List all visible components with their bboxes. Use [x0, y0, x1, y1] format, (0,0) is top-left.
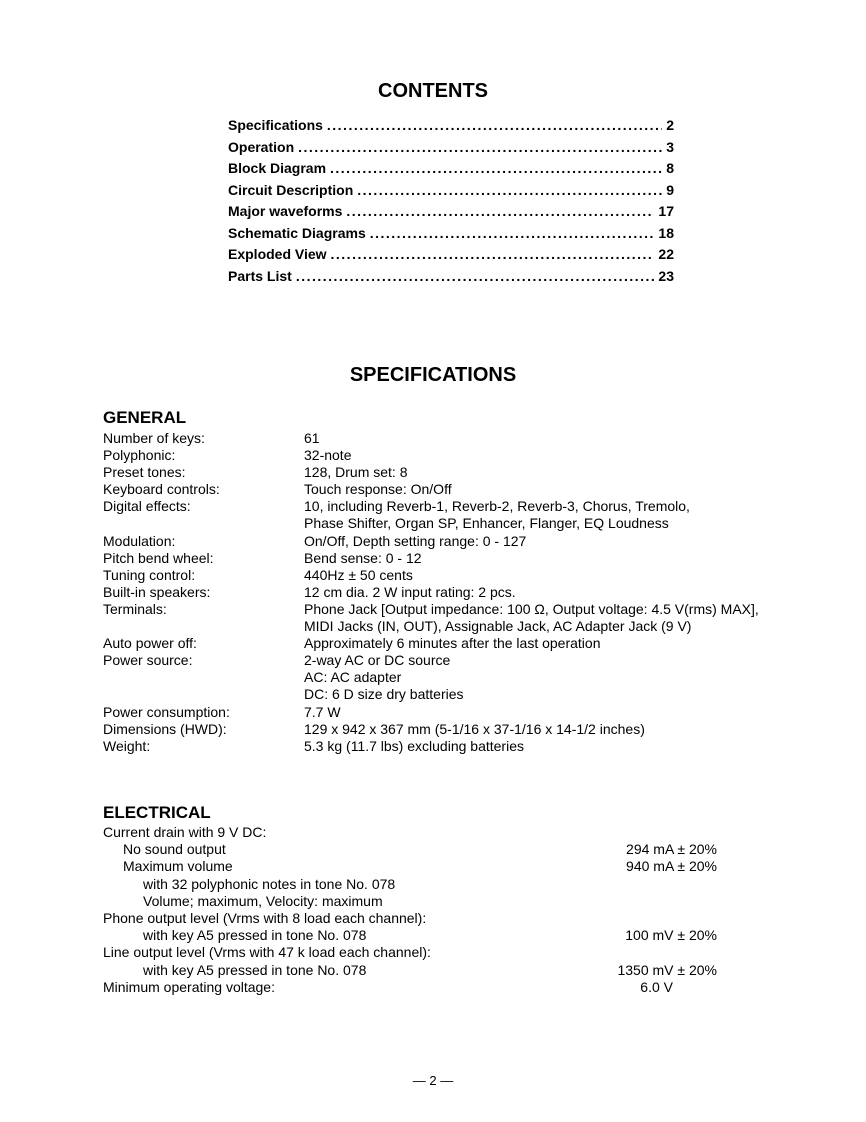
spec-row — [103, 430, 803, 447]
toc-item-label: Specifications — [228, 117, 323, 133]
electrical-row-text: Phone output level (Vrms with 8 load each channel): — [103, 909, 427, 926]
electrical-heading: ELECTRICAL — [103, 803, 211, 822]
toc-item — [228, 246, 674, 268]
electrical-row-text: Current drain with 9 V DC: — [103, 824, 267, 840]
spec-value — [304, 498, 803, 532]
toc-item-page: 17 — [658, 203, 674, 219]
spec-row — [103, 738, 803, 755]
electrical-row — [103, 824, 723, 841]
toc-item-label: Exploded View — [228, 246, 327, 262]
toc-leader-dots — [370, 225, 655, 241]
spec-row — [103, 550, 803, 567]
electrical-row-value: 1350 mV ± 20% — [617, 961, 717, 978]
spec-value-line: 10, including Reverb-1, Reverb-2, Reverb-3, Chorus, Tremolo, — [304, 498, 690, 515]
toc-item-page: 23 — [658, 267, 674, 284]
toc-item-label: Parts List — [228, 267, 292, 284]
electrical-spec-table — [103, 824, 723, 996]
spec-value-line: 5.3 kg (11.7 lbs) excluding batteries — [304, 737, 524, 754]
electrical-row — [103, 876, 723, 893]
spec-row — [103, 481, 803, 498]
toc-item — [228, 182, 674, 204]
toc-leader-dots — [357, 182, 662, 198]
spec-value — [304, 584, 803, 601]
spec-value-line: 2-way AC or DC source — [304, 652, 451, 669]
general-heading: GENERAL — [103, 408, 187, 427]
electrical-row-value: 294 mA ± 20% — [626, 841, 717, 858]
toc-leader-dots — [330, 160, 662, 176]
electrical-row — [103, 910, 723, 927]
spec-value — [304, 721, 803, 738]
spec-label: Digital effects: — [103, 498, 191, 515]
toc-item-page: 18 — [658, 224, 674, 241]
toc-leader-dots — [296, 268, 655, 284]
spec-value — [304, 704, 803, 721]
spec-value — [304, 567, 803, 584]
spec-value — [304, 601, 803, 635]
spec-row — [103, 447, 803, 464]
electrical-row — [103, 962, 723, 979]
electrical-row — [103, 944, 723, 961]
spec-value-line: Phase Shifter, Organ SP, Enhancer, Flanger, EQ Loudness — [304, 515, 669, 532]
toc-item — [228, 160, 674, 182]
spec-value-line: Approximately 6 minutes after the last operation — [304, 635, 601, 652]
toc-item — [228, 139, 674, 161]
spec-row — [103, 721, 803, 738]
spec-value-line: On/Off, Depth setting range: 0 - 127 — [304, 532, 527, 549]
spec-label: Terminals: — [103, 600, 167, 617]
spec-value-line: Touch response: On/Off — [304, 481, 452, 498]
table-of-contents — [228, 117, 674, 289]
toc-item — [228, 203, 674, 225]
spec-label: Auto power off: — [103, 635, 197, 652]
spec-value — [304, 550, 803, 567]
spec-value — [304, 738, 803, 755]
spec-label: Built-in speakers: — [103, 583, 211, 600]
electrical-row — [103, 858, 723, 875]
general-spec-table — [103, 430, 803, 755]
electrical-row-text: with 32 polyphonic notes in tone No. 078 — [143, 875, 396, 892]
toc-item-label: Schematic Diagrams — [228, 224, 366, 241]
electrical-row-text: Volume; maximum, Velocity: maximum — [143, 892, 383, 909]
toc-leader-dots — [298, 139, 662, 155]
spec-row — [103, 498, 803, 532]
toc-item-page: 2 — [666, 117, 674, 133]
toc-item — [228, 225, 674, 247]
spec-label: Tuning control: — [103, 566, 196, 583]
toc-item-label: Block Diagram — [228, 160, 327, 176]
electrical-row-text: with key A5 pressed in tone No. 078 — [143, 961, 367, 978]
spec-label: Power consumption: — [103, 703, 230, 720]
spec-row — [103, 601, 803, 635]
spec-value-line: DC: 6 D size dry batteries — [304, 686, 464, 703]
toc-item-label: Operation — [228, 138, 295, 155]
spec-value-line: 129 x 942 x 367 mm (5-1/16 x 37-1/16 x 14-1/2 inches) — [304, 720, 645, 737]
spec-value-line: 128, Drum set: 8 — [304, 464, 408, 481]
spec-value-line: Bend sense: 0 - 12 — [304, 549, 422, 566]
spec-value-line: 440Hz ± 50 cents — [304, 566, 413, 583]
toc-item-label: Circuit Description — [228, 181, 354, 198]
spec-row — [103, 533, 803, 550]
spec-value — [304, 430, 803, 447]
electrical-row-value: 100 mV ± 20% — [625, 927, 717, 944]
electrical-row-value: 6.0 V — [640, 978, 673, 995]
electrical-row-value: 940 mA ± 20% — [626, 858, 717, 875]
toc-item-page: 9 — [666, 181, 674, 198]
spec-label: Weight: — [103, 737, 151, 754]
toc-leader-dots — [327, 117, 662, 133]
spec-value-line: MIDI Jacks (IN, OUT), Assignable Jack, AC Adapter Jack (9 V) — [304, 618, 692, 635]
electrical-row-text: No sound output — [123, 841, 226, 858]
spec-row — [103, 635, 803, 652]
toc-item — [228, 117, 674, 139]
spec-row — [103, 567, 803, 584]
spec-value-line: 12 cm dia. 2 W input rating: 2 pcs. — [304, 583, 516, 600]
spec-label: Number of keys: — [103, 430, 205, 446]
electrical-row-text: Maximum volume — [123, 858, 233, 875]
electrical-row — [103, 927, 723, 944]
spec-value — [304, 533, 803, 550]
toc-item — [228, 268, 674, 290]
spec-value-line: 7.7 W — [304, 703, 341, 720]
spec-value-line: Phone Jack [Output impedance: 100 Ω, Output voltage: 4.5 V(rms) MAX], — [304, 600, 759, 617]
spec-row — [103, 584, 803, 601]
toc-leader-dots — [331, 246, 655, 262]
spec-value-line: AC: AC adapter — [304, 669, 402, 686]
spec-label: Pitch bend wheel: — [103, 549, 214, 566]
contents-title: CONTENTS — [378, 80, 488, 102]
electrical-row — [103, 893, 723, 910]
electrical-row-text: Line output level (Vrms with 47 k load each channel): — [103, 944, 431, 961]
spec-value — [304, 464, 803, 481]
spec-row — [103, 704, 803, 721]
spec-value-line: 61 — [304, 430, 320, 446]
electrical-row-text: with key A5 pressed in tone No. 078 — [143, 927, 367, 944]
electrical-row-text: Minimum operating voltage: — [103, 978, 275, 995]
spec-label: Dimensions (HWD): — [103, 720, 227, 737]
toc-leader-dots — [346, 203, 654, 219]
toc-item-label: Major waveforms — [228, 203, 343, 219]
spec-value-line: 32-note — [304, 447, 352, 464]
spec-value — [304, 652, 803, 703]
toc-item-page: 8 — [666, 160, 674, 176]
toc-item-page: 3 — [666, 138, 674, 155]
spec-row — [103, 652, 803, 703]
electrical-row — [103, 841, 723, 858]
page-number: — 2 — — [412, 1073, 454, 1088]
spec-value — [304, 481, 803, 498]
spec-row — [103, 464, 803, 481]
toc-item-page: 22 — [658, 246, 674, 262]
spec-label: Modulation: — [103, 532, 176, 549]
spec-label: Keyboard controls: — [103, 481, 220, 498]
spec-label: Polyphonic: — [103, 447, 176, 464]
specifications-title: SPECIFICATIONS — [349, 364, 517, 386]
spec-value — [304, 447, 803, 464]
spec-label: Power source: — [103, 652, 193, 669]
spec-value — [304, 635, 803, 652]
spec-label: Preset tones: — [103, 464, 186, 481]
electrical-row — [103, 979, 723, 996]
